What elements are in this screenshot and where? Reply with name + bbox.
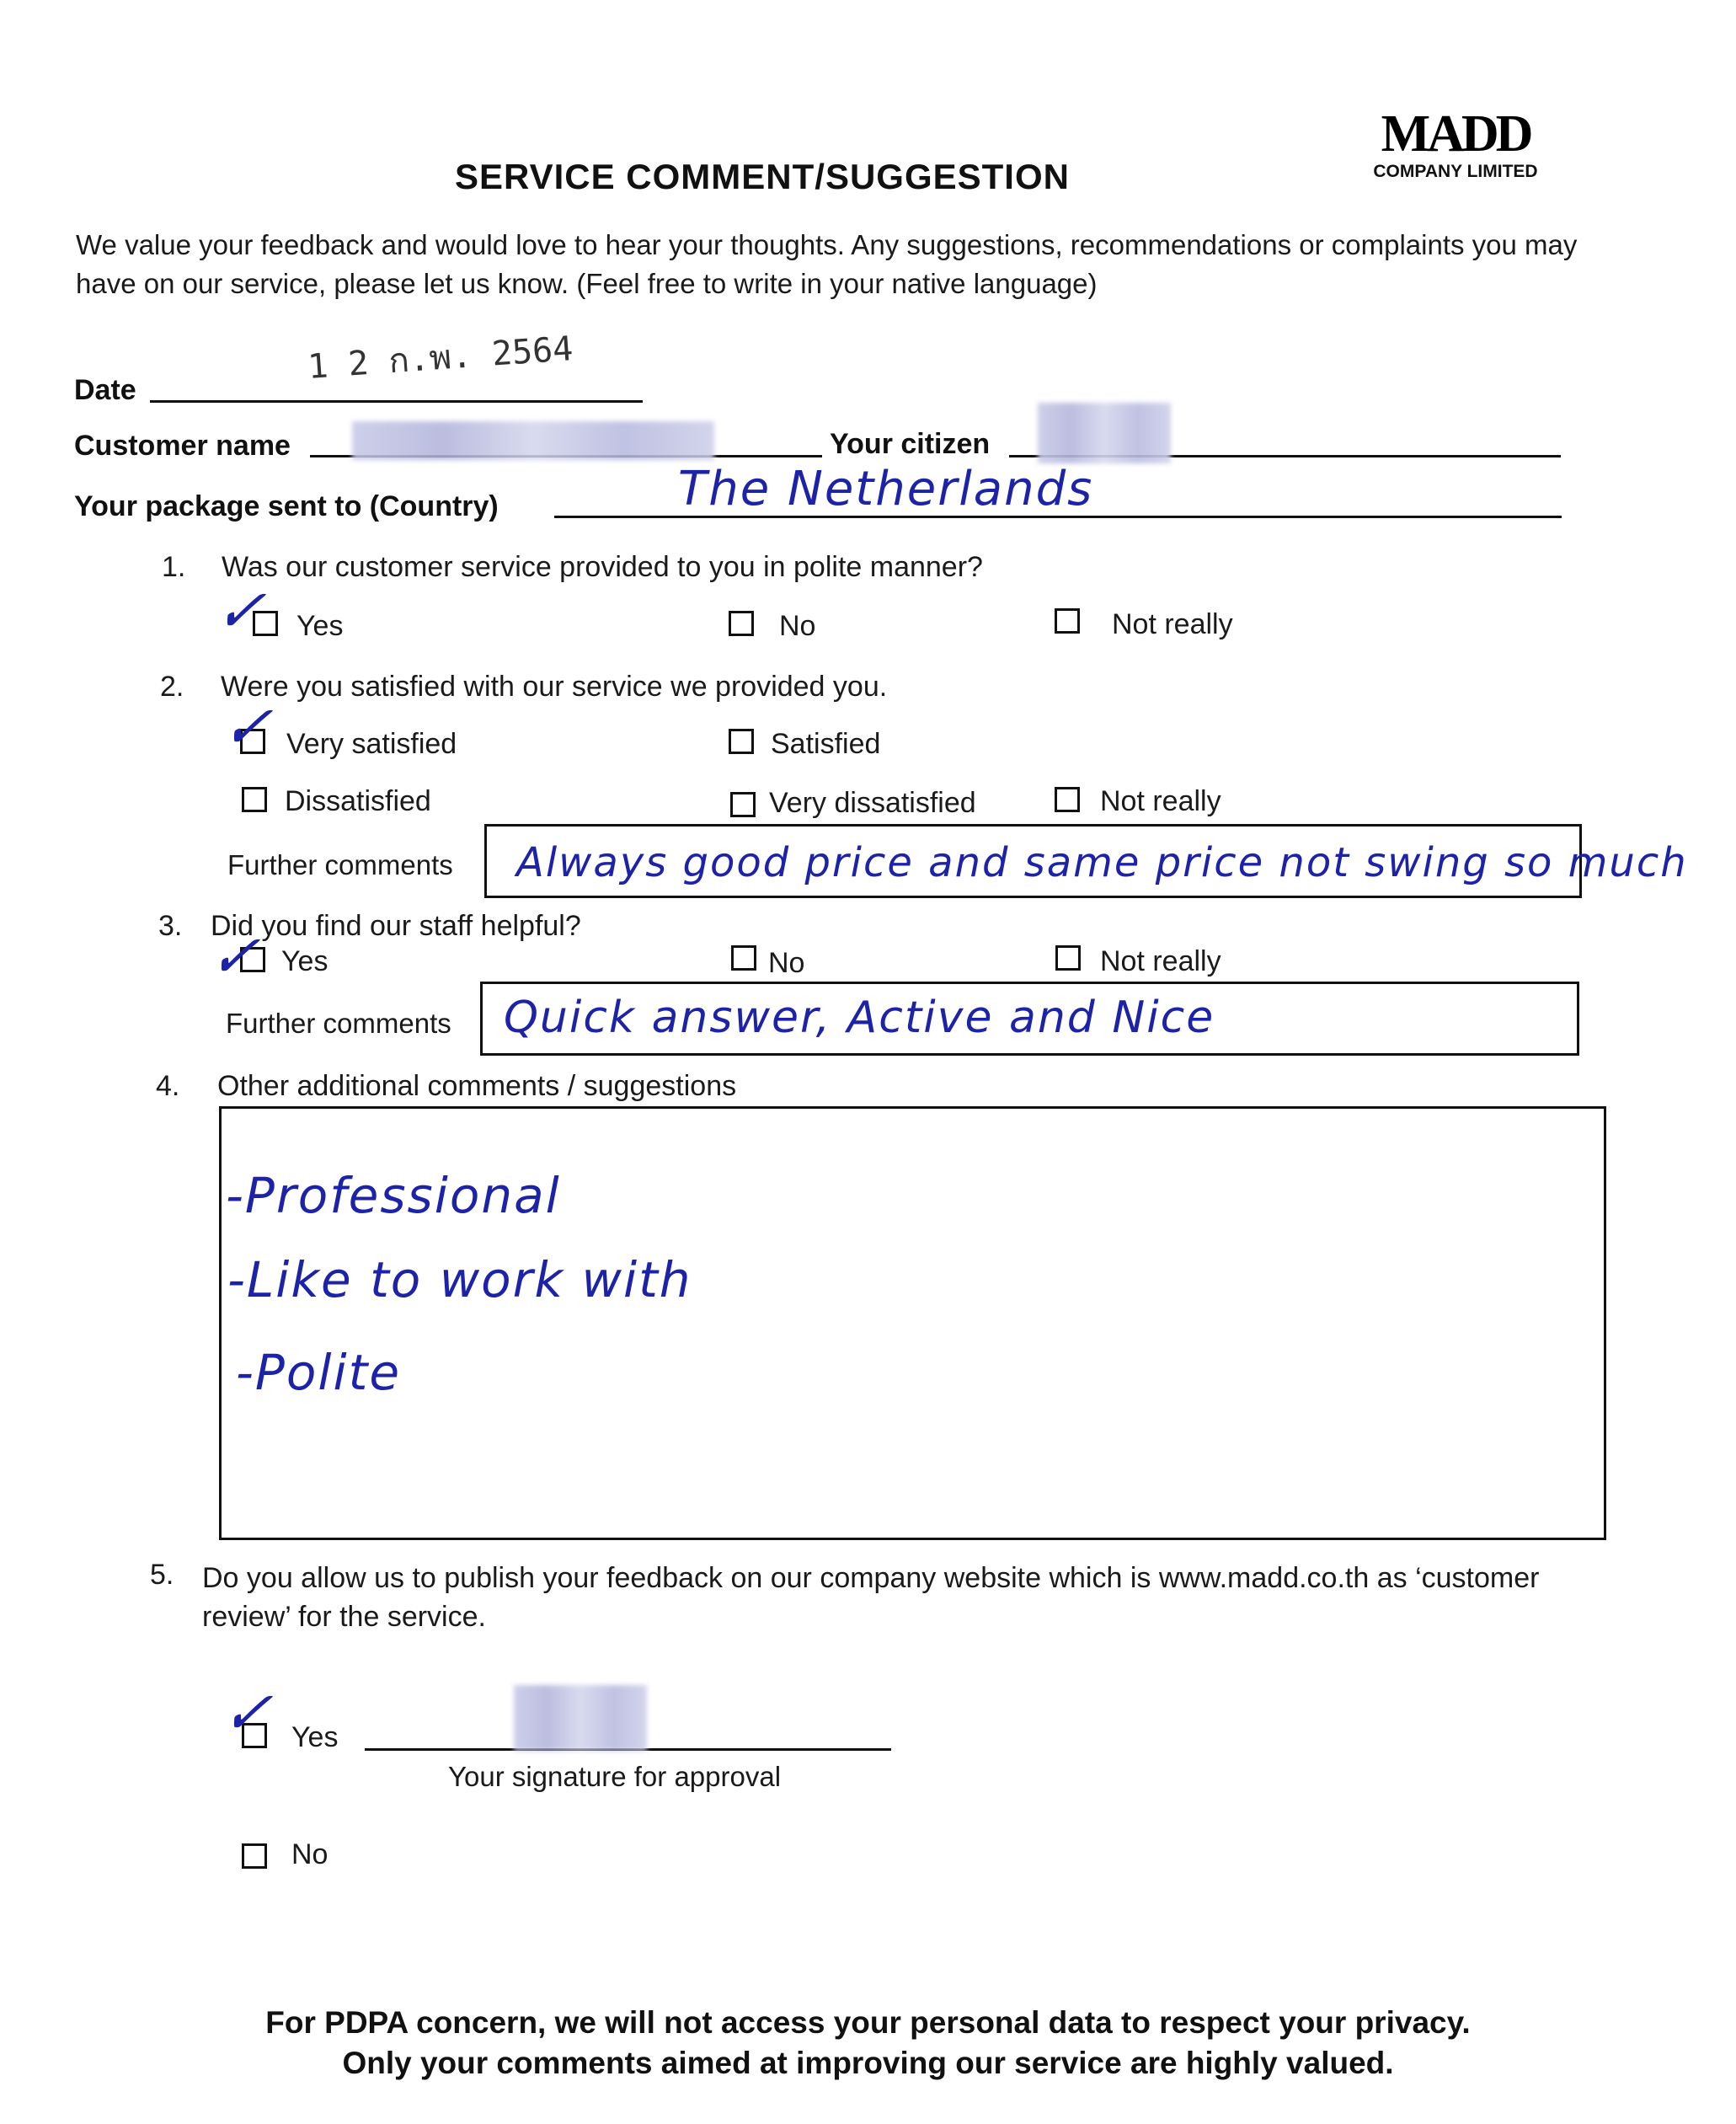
q5-yes-checkmark: ✓ [215, 1680, 289, 1746]
q3-question: Did you find our staff helpful? [211, 910, 581, 942]
q3-not-really-checkbox[interactable] [1055, 945, 1081, 971]
q1-yes-checkmark: ✓ [208, 578, 282, 644]
company-logo: MADD [1381, 105, 1530, 163]
q2-question: Were you satisfied with our service we provided you. [221, 671, 888, 703]
q5-question: Do you allow us to publish your feedback on our company website which is www.madd.co.th as ‘customer review’ for the service. [202, 1562, 1540, 1633]
q1-no-checkbox[interactable] [729, 611, 754, 636]
q1-not-really-label: Not really [1112, 608, 1233, 640]
customer-name-redacted [352, 421, 714, 460]
signature-caption: Your signature for approval [448, 1761, 782, 1792]
q5-number: 5. [150, 1559, 174, 1591]
citizen-label: Your citizen [830, 428, 991, 460]
q5-yes-label: Yes [291, 1721, 339, 1753]
q1-yes-label: Yes [296, 610, 344, 642]
q3-yes-checkmark: ✓ [202, 923, 276, 989]
q2-very-satisfied-checkmark: ✓ [215, 694, 289, 760]
q4-comment-line-3: -Polite [236, 1344, 402, 1401]
q2-further-comments-value: Always good price and same price not swing so much [516, 839, 1688, 886]
signature-redacted [514, 1685, 647, 1751]
q4-number: 4. [156, 1070, 180, 1102]
q1-no-label: No [779, 610, 816, 642]
q2-dissatisfied-label: Dissatisfied [285, 785, 431, 817]
q2-not-really-label: Not really [1100, 785, 1221, 817]
company-logo-subtitle: COMPANY LIMITED [1373, 162, 1538, 181]
q1-not-really-checkbox[interactable] [1055, 608, 1080, 634]
q2-not-really-checkbox[interactable] [1055, 787, 1080, 812]
q2-satisfied-checkbox[interactable] [729, 729, 754, 754]
q5-no-checkbox[interactable] [242, 1843, 267, 1869]
citizen-redacted [1038, 403, 1171, 463]
footer-line-2: Only your comments aimed at improving our service are highly valued. [342, 2046, 1394, 2080]
q5-no-label: No [291, 1838, 329, 1870]
q1-number: 1. [162, 551, 186, 583]
q3-number: 3. [158, 910, 183, 942]
q3-yes-label: Yes [281, 945, 329, 977]
q3-no-checkbox[interactable] [731, 945, 756, 971]
q4-comment-line-2: -Like to work with [227, 1251, 692, 1308]
intro-text: We value your feedback and would love to hear your thoughts. Any suggestions, recommendations or complaints you may have on our service, please let us know. (Feel free to write in your native language) [76, 229, 1578, 299]
date-stamp: 1 2 ก.พ. 2564 [306, 329, 574, 387]
form-title: SERVICE COMMENT/SUGGESTION [455, 157, 1070, 196]
q2-dissatisfied-checkbox[interactable] [242, 787, 267, 812]
date-line [150, 400, 643, 403]
package-country-label: Your package sent to (Country) [74, 490, 499, 522]
footer-line-1: For PDPA concern, we will not access your personal data to respect your privacy. [265, 2005, 1471, 2040]
q2-further-comments-label: Further comments [227, 849, 453, 880]
q3-not-really-label: Not really [1100, 945, 1221, 977]
q3-further-comments-value: Quick answer, Active and Nice [504, 992, 1215, 1043]
q4-comment-line-1: -Professional [226, 1167, 561, 1224]
customer-name-label: Customer name [74, 430, 291, 462]
q3-no-label: No [768, 947, 805, 979]
q2-number: 2. [160, 671, 184, 703]
q4-question: Other additional comments / suggestions [217, 1070, 737, 1102]
date-label: Date [74, 374, 136, 406]
q2-very-dissatisfied-checkbox[interactable] [730, 792, 756, 817]
q3-further-comments-label: Further comments [226, 1008, 451, 1039]
q1-question: Was our customer service provided to you in polite manner? [222, 551, 983, 583]
q2-satisfied-label: Satisfied [771, 728, 881, 760]
package-country-value: The Netherlands [678, 462, 1094, 516]
q2-very-satisfied-label: Very satisfied [286, 728, 457, 760]
q2-very-dissatisfied-label: Very dissatisfied [769, 787, 976, 819]
